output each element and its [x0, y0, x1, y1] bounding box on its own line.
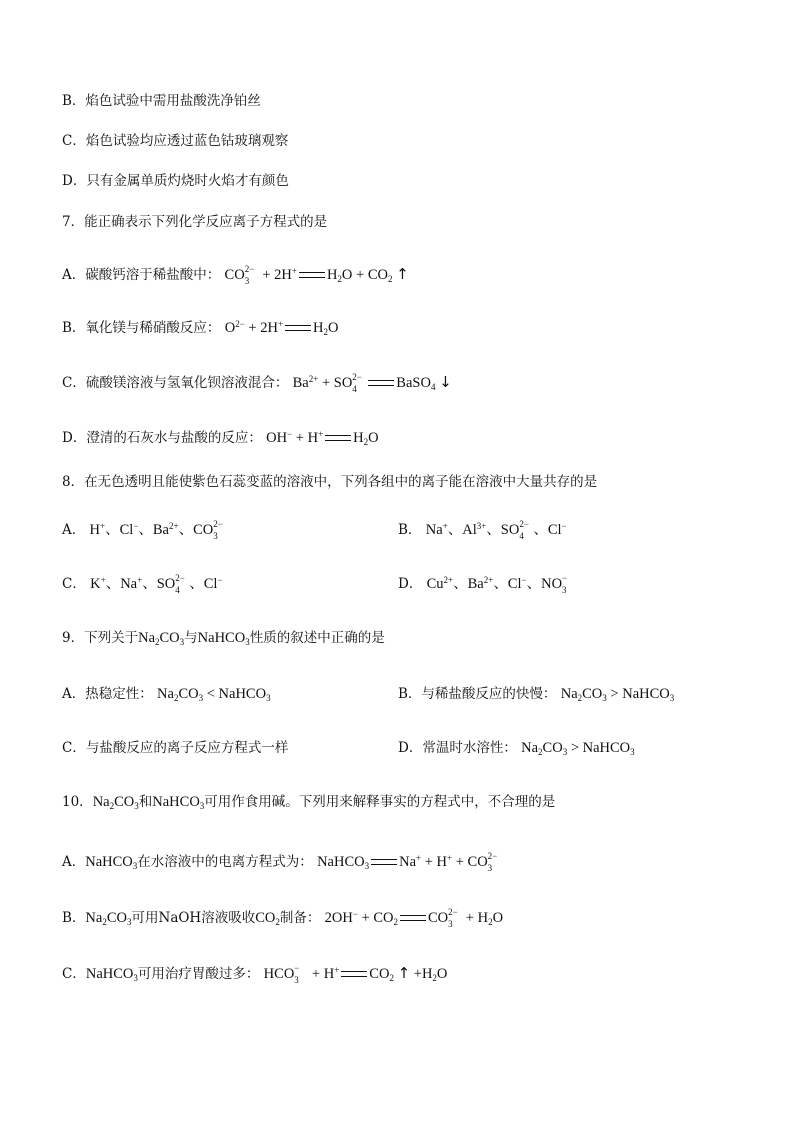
- q10-option-b: B．$Na_2CO_3$可用NaOH溶液吸收$CO_2$制备： $2OH^- + CO_2$ CO 2− 3 + $H_2O$: [62, 907, 504, 929]
- q9-option-c: C．与盐酸反应的离子反应方程式一样: [62, 740, 289, 756]
- q7-stem: 7．能正确表示下列化学反应离子方程式的是: [62, 214, 328, 230]
- q8-option-a: A． H+、Cl−、$Ba^{2+}$、CO 2− 3: [62, 519, 223, 541]
- q9-option-a: A．热稳定性： $Na_2CO_3$ < NaHCO$_3$: [62, 686, 271, 704]
- q7-option-b: B．氧化镁与稀硝酸反应： $O^{2-} + 2H^+$ $H_2O$: [62, 318, 339, 338]
- q8-option-b: B． Na+、$Al^{3+}$、SO 2− 4 、Cl−: [398, 519, 567, 541]
- q10-stem: 10．$Na_2CO_3$和NaHCO$_3$可用作食用碱。下列用来解释事实的方程式中，不合理的是: [62, 794, 556, 812]
- q8-option-c: C． K+、Na+、SO 2− 4 、Cl−: [62, 573, 223, 595]
- q8-stem: 8．在无色透明且能使紫色石蕊变蓝的溶液中，下列各组中的离子能在溶液中大量共存的是: [62, 474, 598, 490]
- q6-option-c: C．焰色试验均应透过蓝色钴玻璃观察: [62, 133, 289, 149]
- q9-option-d: D．常温时水溶性： $Na_2CO_3$ > NaHCO$_3$: [398, 740, 635, 758]
- q9-option-b: B．与稀盐酸反应的快慢： $Na_2CO_3$ > NaHCO$_3$: [398, 686, 675, 704]
- q7-equation-a: CO 2− 3 + 2H+ $H_2O + CO_2$ ↑: [224, 264, 409, 286]
- q7-equation-d: OH− + H+ $H_2O$: [266, 428, 379, 448]
- q6-option-d: D．只有金属单质灼烧时火焰才有颜色: [62, 173, 289, 189]
- q8-option-d: D． $Cu^{2+}$、$Ba^{2+}$、Cl−、NO − 3: [398, 573, 568, 595]
- q10-option-a: A．NaHCO$_3$在水溶液中的电离方程式为： NaHCO$_3$ Na+ + H+ + CO 2− 3: [62, 851, 498, 873]
- q7-option-c: C．硫酸镁溶液与氢氧化钡溶液混合： $Ba^{2+}$ + SO 2− 4 BaSO$_4$ ↓: [62, 372, 452, 394]
- q9-stem: 9．下列关于$Na_2CO_3$与NaHCO$_3$性质的叙述中正确的是: [62, 630, 385, 648]
- q7-equation-c: $Ba^{2+}$ + SO 2− 4 BaSO$_4$ ↓: [292, 372, 452, 394]
- q10-option-c: C．NaHCO$_3$可用治疗胃酸过多： HCO − 3 + H+ $CO_2$ ↑ $+H_2O$: [62, 963, 448, 985]
- q7-option-a: A．碳酸钙溶于稀盐酸中： CO 2− 3 + 2H+ $H_2O + CO_2$ ↑: [62, 264, 409, 286]
- q7-option-d: D．澄清的石灰水与盐酸的反应： OH− + H+ $H_2O$: [62, 428, 379, 448]
- q7-equation-b: $O^{2-} + 2H^+$ $H_2O$: [224, 318, 339, 338]
- q6-option-b: B．焰色试验中需用盐酸洗净铂丝: [62, 93, 261, 109]
